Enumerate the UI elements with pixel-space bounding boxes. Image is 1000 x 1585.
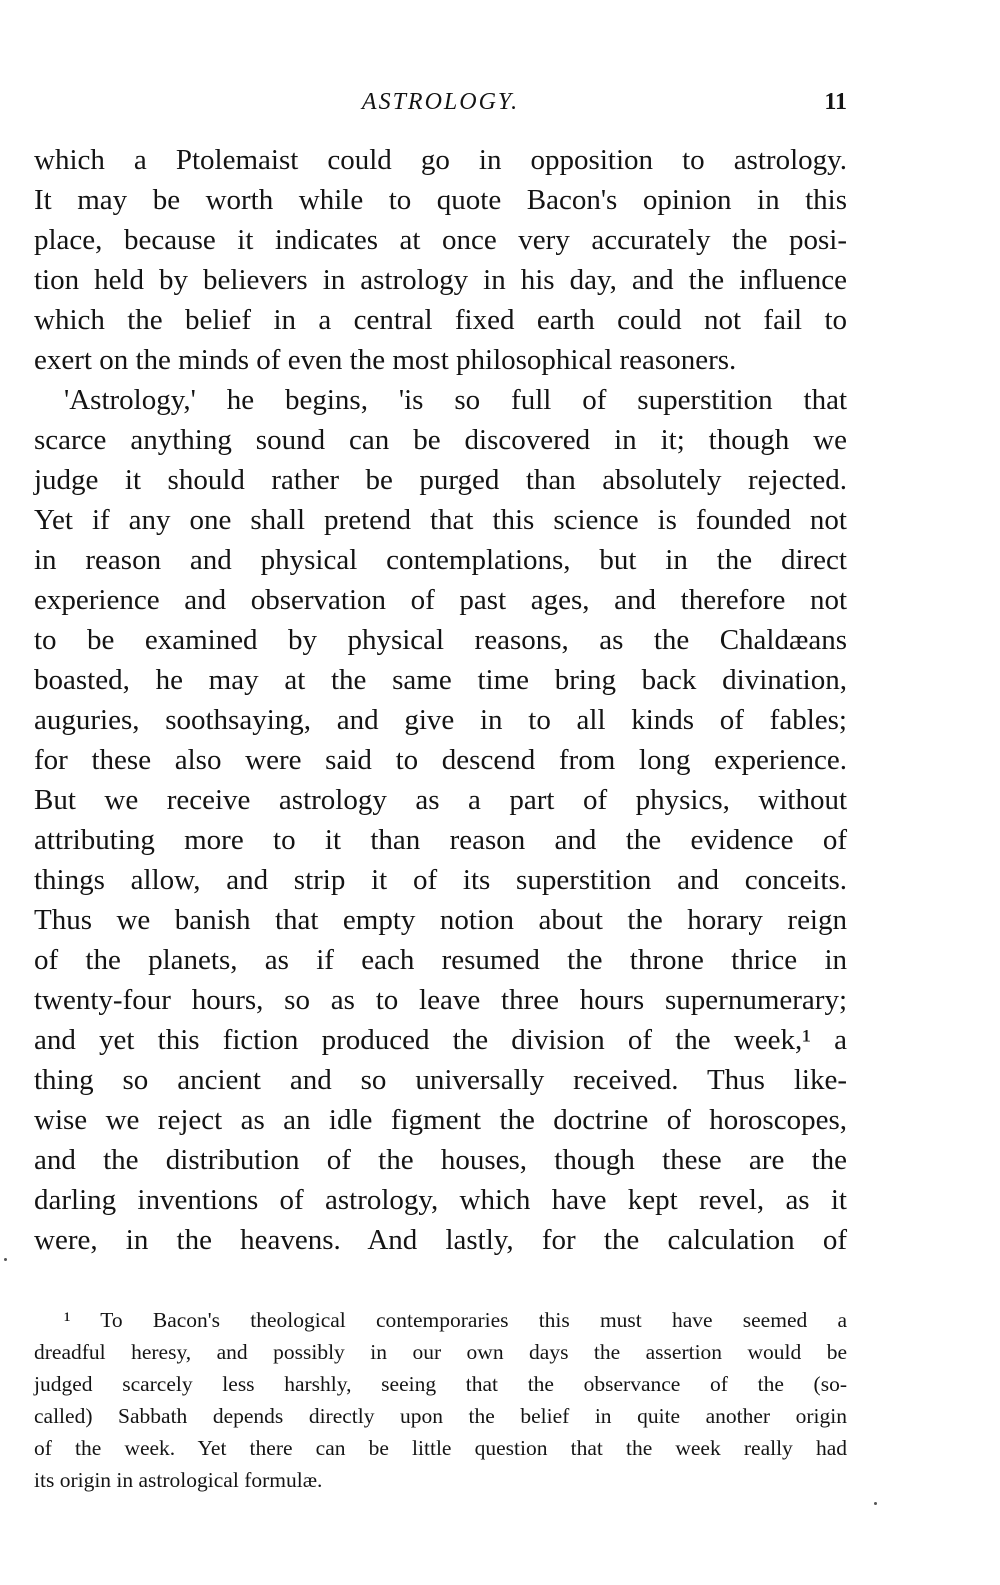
- text-line: Yet if any one shall pretend that this science is founded not: [34, 504, 847, 536]
- text-line: twenty-four hours, so as to leave three hours supernumerary;: [34, 984, 847, 1016]
- text-line: which a Ptolemaist could go in opposition to astrology.: [34, 144, 847, 176]
- running-title: ASTROLOGY.: [361, 89, 520, 115]
- text-line: experience and observation of past ages, and therefore not: [34, 584, 847, 616]
- text-line: darling inventions of astrology, which have kept revel, as it: [34, 1184, 847, 1216]
- footnote-line: ¹ To Bacon's theological contemporaries this must have seemed a: [64, 1308, 847, 1332]
- page-number: 11: [824, 89, 847, 115]
- text-line: and yet this fiction produced the division of the week,¹ a: [34, 1024, 847, 1056]
- text-line: But we receive astrology as a part of physics, without: [34, 784, 847, 816]
- text-line: place, because it indicates at once very accurately the posi-: [34, 224, 847, 256]
- text-line: attributing more to it than reason and the evidence of: [34, 824, 847, 856]
- text-line: things allow, and strip it of its superstition and conceits.: [34, 864, 847, 896]
- footnote-line: judged scarcely less harshly, seeing that the observance of the (so-: [34, 1372, 847, 1396]
- text-line: to be examined by physical reasons, as the Chaldæans: [34, 624, 847, 656]
- text-line: judge it should rather be purged than absolutely rejected.: [34, 464, 847, 496]
- text-line: boasted, he may at the same time bring back divination,: [34, 664, 847, 696]
- text-line: exert on the minds of even the most philosophical reasoners.: [34, 344, 737, 376]
- text-line: scarce anything sound can be discovered in it; though we: [34, 424, 847, 456]
- text-line: were, in the heavens. And lastly, for the calculation of: [34, 1224, 847, 1256]
- text-line: auguries, soothsaying, and give in to all kinds of fables;: [34, 704, 847, 736]
- text-line: thing so ancient and so universally received. Thus like-: [34, 1064, 847, 1096]
- text-line: 'Astrology,' he begins, 'is so full of superstition that: [64, 384, 847, 416]
- text-line: Thus we banish that empty notion about the horary reign: [34, 904, 847, 936]
- footnote-line: its origin in astrological formulæ.: [34, 1468, 323, 1492]
- text-line: tion held by believers in astrology in his day, and the influence: [34, 264, 847, 296]
- footnote: [34, 1304, 847, 1496]
- text-line: which the belief in a central fixed earth could not fail to: [34, 304, 847, 336]
- scan-speck: [874, 1502, 877, 1505]
- running-head: [34, 84, 847, 120]
- text-line: It may be worth while to quote Bacon's opinion in this: [34, 184, 847, 216]
- text-line: in reason and physical contemplations, but in the direct: [34, 544, 847, 576]
- body-text: [34, 140, 847, 1260]
- text-line: of the planets, as if each resumed the throne thrice in: [34, 944, 847, 976]
- text-line: wise we reject as an idle figment the doctrine of horoscopes,: [34, 1104, 847, 1136]
- footnote-line: of the week. Yet there can be little question that the week really had: [34, 1436, 847, 1460]
- text-line: and the distribution of the houses, though these are the: [34, 1144, 847, 1176]
- footnote-line: dreadful heresy, and possibly in our own days the assertion would be: [34, 1340, 847, 1364]
- scan-speck: [4, 1258, 7, 1261]
- footnote-line: called) Sabbath depends directly upon the belief in quite another origin: [34, 1404, 847, 1428]
- text-line: for these also were said to descend from long experience.: [34, 744, 847, 776]
